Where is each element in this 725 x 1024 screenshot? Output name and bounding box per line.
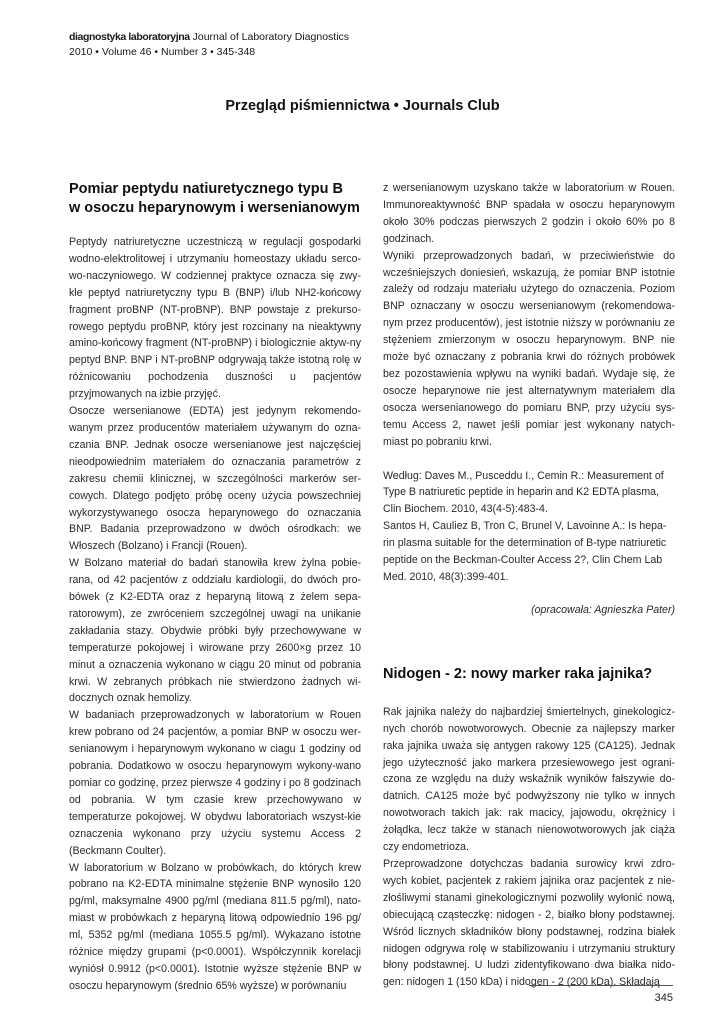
section-title: Przegląd piśmiennictwa • Journals Club (225, 98, 500, 114)
journal-english-name: Journal of Laboratory Diagnostics (192, 31, 350, 43)
paragraph: Peptydy natriuretyczne uczestniczą w regulacji gospodarki wodno-elektrolitowej i utrzymaniu homeostazy układu serco-wo-naczyniowego. W codziennej praktyce oznacza się zwy-kle peptyd natriuretyczny typu B (BNP) i/lub NH2-końcowy fragment proBNP (NT-proBNP). BNP powstaje z prekurso-rowego peptydu proBNP, który jest rozcinany na nieaktywny amino-końcowy fragment (NT-proBNP) i biologicznie aktyw-ny peptyd BNP. BNP i NT-proBNP odgrywają także istotną rolę w różnicowaniu pochodzenia duszności u pacjentów przyjmowanych na izbie przyjęć. (69, 236, 361, 401)
paragraph: W badaniach przeprowadzonych w laboratorium w Rouen krew pobrano od 24 pacjentów, a pomiar BNP w osoczu wer-senianowym i heparynowym wykonano w ciagu 1 godziny od pobrania. Dodatkowo w osoczu heparynowym wykony-wano pomiar co godzinę, przez pierwsze 4 godziny i po 8 godzinach od pobrania. W tym czasie krew przechowywano w temperaturze pokojowej. W obydwu laboratoriach wszyst-kie oznaczenia wykonano przy użyciu systemu Access 2 (Beckmann Coulter). (69, 709, 361, 857)
left-column (69, 180, 361, 995)
paragraph: W laboratorium w Bolzano w probówkach, do których krew pobrano na K2-EDTA minimalne stężenie BNP wynosiło 120 pg/ml, maksymalne 4900 pg/ml (mediana 811.5 pg/ml), nato-miast w probówkach z heparyną litową odpowiednio 196 pg/ ml, 5352 pg/ml (mediana 1055.5 pg/ml). Wykazano istotne różnice między grupami (p<0.0001). Współczynnik korelacji wyniósł 0.9912 (p<0.0001). Istotnie wyższe stężenie BNP w osoczu heparynowym (średnio 65% wyższe) w porównaniu (69, 861, 361, 992)
journal-header (69, 30, 489, 60)
article-title (69, 180, 361, 218)
journal-brand: diagnostyka laboratoryjna (69, 31, 190, 43)
author-credit: (opracowała: Agnieszka Pater) (531, 603, 675, 616)
reference: Santos H, Cauliez B, Tron C, Brunel V, Lavoinne A.: Is hepa-rin plasma suitable for the determination of B-type natriuretic peptide on the Beckman-Coulter Access 2?, Clin Chem Lab Med. 2010, 48(3):399-401. (383, 520, 667, 583)
article-title-line: w osoczu heparynowym i wersenianowym (69, 200, 360, 216)
paragraph: Osocze wersenianowe (EDTA) jest jedynym rekomendo-wanym przez producentów materiałem używanym do ozna-czania BNP. Jednak osocze wersenianowe jest najczęściej nieodpowiednim materiałem do oznaczania parametrów z zakresu chemii klinicznej, w szczególności markerów ser-cowych. Dlatego podjęto próbę oceny użycia powszechniej wykorzystywanego osocza heparynowego do oznaczania BNP. Badania przeprowadzono w dwóch ośrodkach: we Włoszech (Bolzano) i Francji (Rouen). (69, 405, 361, 553)
footer-rule (529, 985, 673, 986)
page-number: 345 (654, 992, 673, 1004)
spacer (383, 451, 675, 468)
reference: Według: Daves M., Pusceddu I., Cemin R.: Measurement of Type B natriuretic peptide in heparin and K2 EDTA plasma, Clin Biochem. 2010, 43(4-5):483-4. (383, 469, 664, 516)
paragraph: W Bolzano materiał do badań stanowiła krew żylna pobie-rana, od 42 pacjentów z oddziału kardiologii, do dwóch pro-bówek (z K2-EDTA oraz z heparyną litową z żelem sepa-ratorowym), ze zwróceniem szczególnej uwagi na unikanie zakładania stazy. Obydwie próbki były przechowywane w temperaturze pokojowej i wirowane przy 2600×g przez 10 minut a oznaczenia wykonano w ciągu 20 minut od pobrania krwi. W zebranych próbkach nie stwierdzono żadnych wi-docznych oznak hemolizy. (69, 557, 361, 705)
paragraph: Wyniki przeprowadzonych badań, w przeciwieństwie do wcześniejszych doniesień, wskazują, że pomiar BNP istotnie zależy od rodzaju materiału użytego do oznaczenia. Poziom BNP oznaczany w osoczu wersenianowym (rekomendowa-nym przez producentów), jest istotnie niższy w porównaniu ze stężeniem zmierzonym w osoczu heparynowym. BNP nie może być oznaczany z pobrania krwi do różnych probówek bez pozostawienia wpływu na wyniki badań. Wydaje się, że osocze heparynowe nie jest alternatywnym materiałem dla osocza wersenianowego do pomiaru BNP, przy użyciu sys-temu Access 2, nawet jeśli pomiar jest wykonany natych-miast po pobraniu krwi. (383, 249, 675, 448)
article-title-line: Pomiar peptydu natiuretycznego typu B (69, 181, 343, 197)
article-title: Nidogen - 2: nowy marker raka jajnika? (383, 665, 653, 682)
journal-name-line (69, 30, 489, 45)
right-column (383, 180, 675, 991)
paragraph: Rak jajnika należy do najbardziej śmiertelnych, ginekologicz-nych chorób nowotworowych. Obecnie za najlepszy marker raka jajnika uważa się antygen rakowy 125 (CA125). Jednak jego użyteczność jako markera przesiewowego jest ograni-czona ze względu na duży wskaźnik wyników fałszywie do-datnich. CA125 może być podwyższony nie tylko w innych nowotworach takich jak: rak macicy, jajowodu, okrężnicy i żołądka, lecz także w stanach nienowotworowych jak ciąża czy endometrioza. (383, 705, 675, 854)
issue-info: 2010 • Volume 46 • Number 3 • 345-348 (69, 46, 256, 58)
paragraph: Przeprowadzone dotychczas badania surowicy krwi zdro-wych kobiet, pacjentek z rakiem jajnika oraz pacjentek z nie-złośliwymi stanami ginekologicznymi pozwoliły wyłonić nową, obiecującą cząsteczkę: nidogen - 2, białko błony podstawnej. Wśród licznych składników błony podstawnej, rodzina białek nidogen odgrywa rolę w stabilizowaniu i utrzymaniu struktury błony podstawnej. U ludzi zidentyfikowano dwa białka nido-gen: nidogen 1 (150 kDa) i nidogen - 2 (200 kDa). Składają (383, 858, 675, 989)
paragraph: z wersenianowym uzyskano także w laboratorium w Rouen. Immunoreaktywność BNP spadała w osoczu heparynowym około 30% podczas pierwszych 2 godzin i około 60% po 8 godzinach. (383, 182, 675, 245)
